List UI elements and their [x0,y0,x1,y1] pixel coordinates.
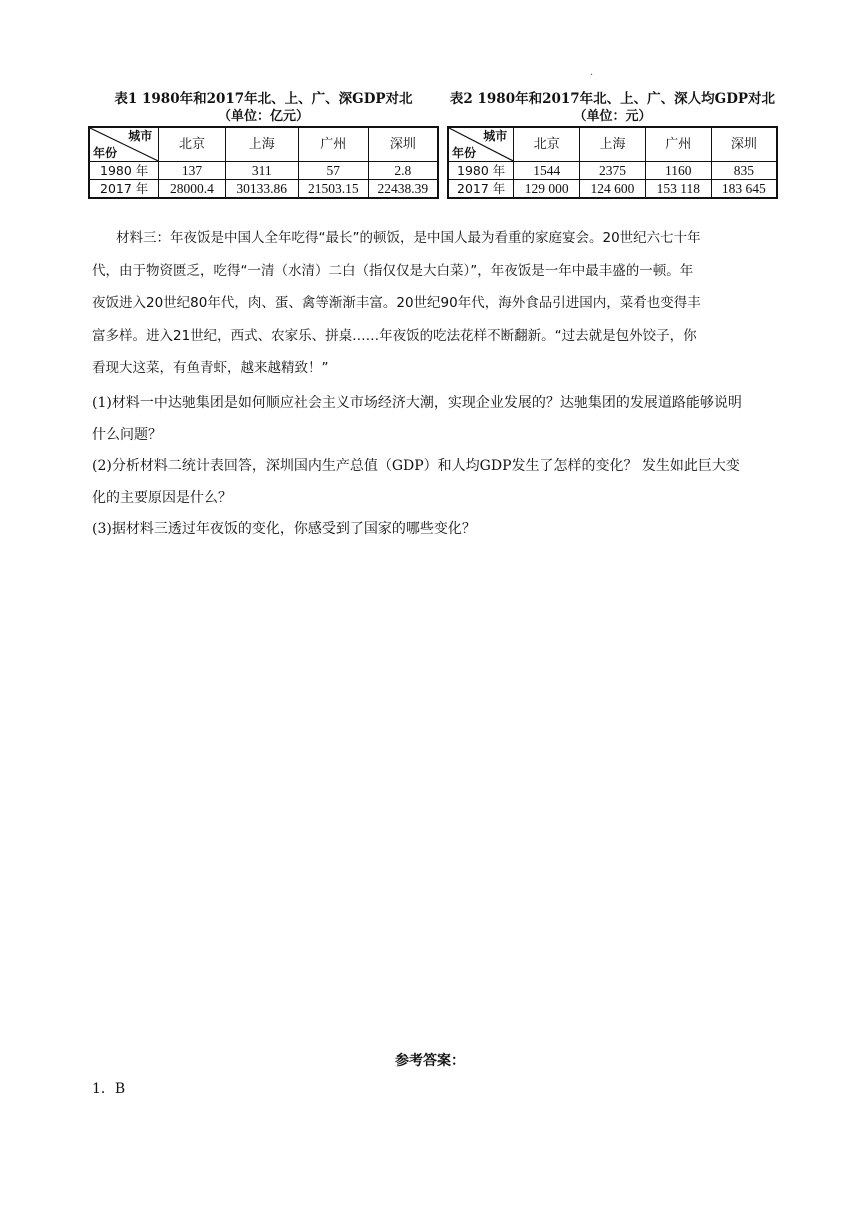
table2-block [447,90,778,199]
question-line: 什么问题？ [92,426,162,443]
table-cell: 124 600 [580,180,646,199]
table2-header-row [448,127,777,162]
table-cell: 183 645 [711,180,777,199]
table-row [89,180,438,199]
table-cell: 153 118 [645,180,711,199]
table1 [88,126,439,199]
material-line: 夜饭进入20世纪80年代，肉、蛋、禽等渐渐丰富。20世纪90年代，海外食品引进国内，菜肴也变得丰 [92,295,701,311]
table-cell: 835 [711,162,777,180]
table1-corner-cell [89,127,159,162]
question-line: (1)材料一中达驰集团是如何顺应社会主义市场经济大潮，实现企业发展的？达驰集团的发展道路能够说明 [92,395,742,411]
table1-column-header: 深圳 [368,127,438,162]
answers-heading: 参考答案： [395,1053,465,1069]
row-label: 1980 年 [448,162,514,180]
material-line: 代，由于物资匮乏，吃得“一清（水清）二白（指仅仅是大白菜）”，年夜饭是一年中最丰盛的一顿。年 [92,262,694,279]
question-line: (2)分析材料二统计表回答，深圳国内生产总值（GDP）和人均GDP发生了怎样的变化？ 发生如此巨大变 [92,458,740,474]
table-cell: 137 [159,162,225,180]
table1-corner-top: 城市 [128,129,153,143]
table2-column-header: 深圳 [711,127,777,162]
table-row [89,162,438,180]
table2 [447,126,778,199]
table2-corner-bottom: 年份 [452,146,477,160]
table1-title: 表1 1980年和2017年北、上、广、深GDP对北 [114,91,413,107]
material-line: 富多样。进入21世纪，西式、农家乐、拼桌……年夜饭的吃法花样不断翻新。“过去就是包外饺子，你 [92,327,697,344]
table-cell: 30133.86 [225,180,298,199]
table-cell: 22438.39 [368,180,438,199]
table1-column-header: 上海 [225,127,298,162]
table1-column-header: 广州 [298,127,368,162]
table2-column-header: 广州 [645,127,711,162]
table-row [448,162,777,180]
row-label: 2017 年 [448,180,514,199]
table1-column-header: 北京 [159,127,225,162]
table2-unit: （单位：元） [573,109,652,124]
table-row [448,180,777,199]
questions-section [92,388,782,546]
table-cell: 1544 [514,162,580,180]
table-cell: 2.8 [368,162,438,180]
table-cell: 2375 [580,162,646,180]
table-cell: 311 [225,162,298,180]
answer-item: 1．B [92,1081,126,1097]
table1-block [88,90,439,199]
table2-corner-cell [448,127,514,162]
table-cell: 1160 [645,162,711,180]
material-line: 看现大这菜，有鱼青虾，越来越精致！” [92,360,329,376]
table1-header-row [89,127,438,162]
row-label: 2017 年 [89,180,159,199]
table-cell: 28000.4 [159,180,225,199]
material-line-text: 材料三：年夜饭是中国人全年吃得“最长”的顿饭，是中国人最为看重的家庭宴会。20世纪六七十年 [116,230,701,246]
question-line: (3)据材料三透过年夜饭的变化，你感受到了国家的哪些变化？ [92,521,476,537]
table-cell: 57 [298,162,368,180]
material-three-paragraph [92,222,782,385]
table-cell: 21503.15 [298,180,368,199]
material-line [92,222,782,255]
table2-column-header: 北京 [514,127,580,162]
table-cell: 129 000 [514,180,580,199]
table2-column-header: 上海 [580,127,646,162]
table1-corner-bottom: 年份 [93,146,118,160]
question-line: 化的主要原因是什么？ [92,489,232,506]
table2-corner-top: 城市 [483,129,508,143]
stray-dot: · [590,70,594,81]
table1-unit: （单位：亿元） [217,109,309,124]
table2-title: 表2 1980年和2017年北、上、广、深人均GDP对北 [449,91,776,107]
row-label: 1980 年 [89,162,159,180]
